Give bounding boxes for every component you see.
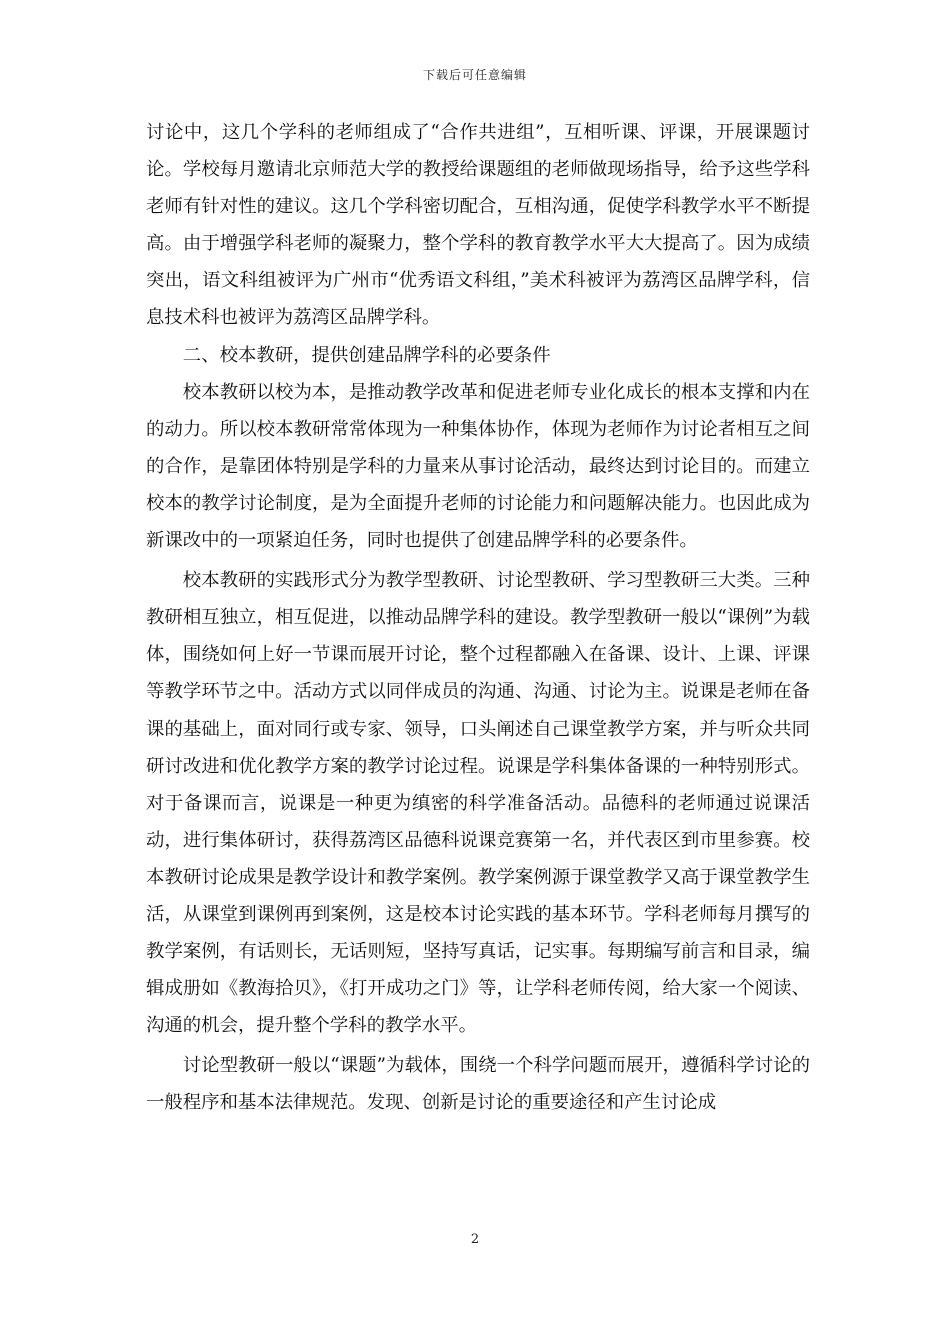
section-heading: 二、校本教研，提供创建品牌学科的必要条件 <box>182 344 551 366</box>
paragraph: 校本教研以校为本，是推动教学改革和促进老师专业化成长的根本支撑和内在的动力。所以校本教研常常体现为一种集体协作，体现为老师作为讨论者相互之间的合作，是靠团体特别是学科的力量来从事讨论活动，最终达到讨论目的。而建立校本的教学讨论制度，是为全面提升老师的讨论能力和问题解决能力。也因此成为新课改中的一项紧迫任务，同时也提供了创建品牌学科的必要条件。 <box>146 381 810 552</box>
header-note: 下载后可任意编辑 <box>422 68 527 82</box>
body-text <box>146 114 810 1122</box>
paragraph: 校本教研的实践形式分为教学型教研、讨论型教研、学习型教研三大类。三种教研相互独立，相互促进，以推动品牌学科的建设。教学型教研一般以“课例”为载体，围绕如何上好一节课而展开讨论，整个过程都融入在备课、设计、上课、评课等教学环节之中。活动方式以同伴成员的沟通、沟通、讨论为主。说课是老师在备课的基础上，面对同行或专家、领导，口头阐述自己课堂教学方案，并与听众共同研讨改进和优化教学方案的教学讨论过程。说课是学科集体备课的一种特别形式。对于备课而言，说课是一种更为缜密的科学准备活动。品德科的老师通过说课活动，进行集体研讨，获得荔湾区品德科说课竞赛第一名，并代表区到市里参赛。校本教研讨论成果是教学设计和教学案例。教学案例源于课堂教学又高于课堂教学生活，从课堂到课例再到案例，这是校本讨论实践的基本环节。学科老师每月撰写的教学案例，有话则长，无话则短，坚持写真话，记实事。每期编写前言和目录，编辑成册如《教海拾贝》，《打开成功之门》等，让学科老师传阅，给大家一个阅读、沟通的机会，提升整个学科的教学水平。 <box>146 570 810 1037</box>
page-number: 2 <box>470 1232 480 1247</box>
paragraph-continuation: 讨论中，这几个学科的老师组成了“合作共进组”，互相听课、评课，开展课题讨论。学校每月邀请北京师范大学的教授给课题组的老师做现场指导，给予这些学科老师有针对性的建议。这几个学科密切配合，互相沟通，促使学科教学水平不断提高。由于增强学科老师的凝聚力，整个学科的教育教学水平大大提高了。因为成绩突出，语文科组被评为广州市“优秀语文科组，”美术科被评为荔湾区品牌学科，信息技术科也被评为荔湾区品牌学科。 <box>146 122 810 329</box>
paragraph: 讨论型教研一般以“课题”为载体，围绕一个科学问题而展开，遵循科学讨论的一般程序和基本法律规范。发现、创新是讨论的重要途径和产生讨论成 <box>146 1055 810 1114</box>
